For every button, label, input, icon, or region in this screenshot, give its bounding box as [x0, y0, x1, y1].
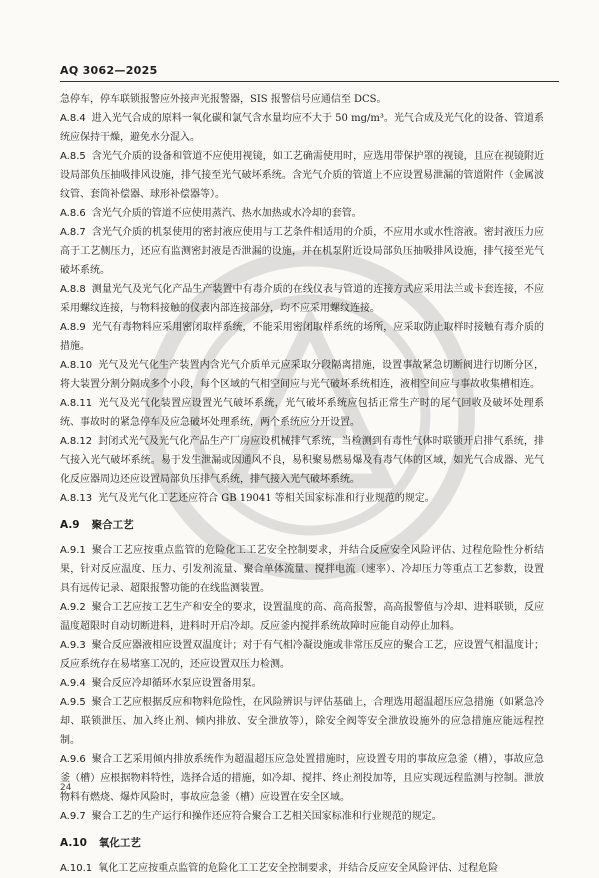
clause-number: A.8.5 — [60, 151, 86, 162]
clause-paragraph — [60, 356, 544, 394]
clause-number: A.9.4 — [60, 678, 86, 689]
clause-text: 氧化工艺应按重点监管的危险化工工艺安全控制要求，并结合反应安全风险评估、过程危险 — [98, 863, 499, 874]
clause-number: A.8.7 — [60, 227, 86, 238]
clause-number: A.8.9 — [60, 322, 86, 333]
clause-paragraph — [60, 807, 544, 826]
clause-paragraph — [60, 90, 544, 109]
clause-text: 聚合反应器液相应设置双温度计；对于有气相冷凝设施或非常压反应的聚合工艺，应设置气相温度计；反应系统存在易堵塞工况的，还应设置双压力检测。 — [60, 640, 544, 670]
clause-text: 封闭式光气及光气化产品生产厂房应设机械排气系统，当检测到有毒性气体时联锁开启排气系统，排气接入光气破坏系统。易于发生泄漏或因通风不良，易积聚易燃易爆及有毒气体的区域，如光气合成器、光气化反应器周边还应设置局部负压排气系统，排气接入光气破坏系统。 — [60, 436, 544, 485]
clause-number: A.8.12 — [60, 436, 93, 447]
clause-number: A.8.10 — [60, 360, 93, 371]
clause-number: A.9.2 — [60, 602, 86, 613]
clause-text: 聚合工艺的生产运行和操作还应符合聚合工艺相关国家标准和行业规范的规定。 — [91, 811, 442, 822]
clause-paragraph — [60, 280, 544, 318]
clause-text: 光气及光气化装置应设置光气破坏系统，光气破坏系统应包括正常生产时的尾气回收及破坏处理系统、事故时的紧急停车及应急破坏处理系统，两个系统应分开设置。 — [60, 398, 544, 428]
clause-paragraph — [60, 693, 544, 750]
page-number: 24 — [60, 783, 72, 793]
clause-paragraph — [60, 489, 544, 508]
clause-text: 聚合工艺应按工艺生产和安全的要求，设置温度的高、高高报警，高高报警值与冷却、进料联锁，反应温度超限时自动切断进料，进料时开启冷却。反应釜内搅拌系统故障时应能自动停止加料。 — [60, 602, 544, 632]
clause-text: 急停车，停车联锁报警应外接声光报警器，SIS 报警信号应通信至 DCS。 — [60, 94, 387, 105]
section-title: 聚合工艺 — [91, 519, 134, 531]
clause-paragraph — [60, 541, 544, 598]
clause-paragraph — [60, 859, 544, 878]
clause-text: 含光气介质的机泵使用的密封液应使用与工艺条件相适用的介质，不应用水或水性溶液。密封液压力应高于工艺侧压力，还应有监测密封液是否泄漏的设施，并在机泵附近设局部负压抽吸排风设施，排气接至光气破坏系统。 — [60, 227, 544, 276]
clause-number: A.9.7 — [60, 811, 86, 822]
clause-paragraph — [60, 204, 544, 223]
clause-number: A.8.6 — [60, 208, 86, 219]
clause-paragraph — [60, 636, 544, 674]
clause-number: A.9.3 — [60, 640, 86, 651]
clause-paragraph — [60, 432, 544, 489]
clause-number: A.9.6 — [60, 754, 86, 765]
clause-paragraph — [60, 394, 544, 432]
clause-paragraph — [60, 223, 544, 280]
clause-number: A.8.8 — [60, 284, 86, 295]
clause-paragraph — [60, 598, 544, 636]
clause-number: A.8.11 — [60, 398, 93, 409]
section-number: A.10 — [60, 837, 87, 849]
clause-text: 光气及光气化工艺还应符合 GB 19041 等相关国家标准和行业规范的规定。 — [98, 493, 435, 504]
clause-number: A.8.4 — [60, 113, 86, 124]
standard-code: AQ 3062—2025 — [60, 64, 158, 77]
clause-text: 进入光气合成的原料一氧化碳和氯气含水量均应不大于 50 mg/m³。光气合成及光气化的设备、管道系统应保持干燥，避免水分混入。 — [60, 113, 544, 143]
clause-number: A.9.5 — [60, 697, 86, 708]
clause-text: 测量光气及光气化产品生产装置中有毒介质的在线仪表与管道的连接方式应采用法兰或卡套连接，不应采用螺纹连接，与物料接触的仪表内部连接部分，均不应采用螺纹连接。 — [60, 284, 544, 314]
clause-paragraph — [60, 750, 544, 807]
clause-text: 含光气介质的设备和管道不应使用视镜，如工艺确需使用时，应选用带保护罩的视镜，且应在视镜附近设局部负压抽吸排风设施，排气接至光气破坏系统。含光气介质的管道上不应设置易泄漏的管道附件（金属波纹管、套筒补偿器、球形补偿器等）。 — [60, 151, 544, 200]
document-body — [60, 90, 544, 878]
clause-number: A.8.13 — [60, 493, 93, 504]
clause-text: 聚合工艺采用倾内排放系统作为超温超压应急处置措施时，应设置专用的事故应急釜（槽），事故应急釜（槽）应根据物料特性，选择合适的措施，如冷却、搅拌、终止剂投加等，且应实现远程监测与控制。泄放物料有燃烧、爆炸风险时，事故应急釜（槽）应设置在安全区域。 — [60, 754, 544, 803]
section-heading-a10 — [60, 834, 544, 853]
clause-number: A.10.1 — [60, 863, 93, 874]
clause-text: 聚合工艺应按重点监管的危险化工工艺安全控制要求，并结合反应安全风险评估、过程危险性分析结果，针对反应温度、压力、引发剂流量、聚合单体流量、搅拌电流（速率）、冷却压力等重点工艺参数，设置具有远传记录、超限报警功能的在线监测装置。 — [60, 545, 544, 594]
clause-paragraph — [60, 318, 544, 356]
clause-text: 含光气介质的管道不应使用蒸汽、热水加热或水冷却的套管。 — [91, 208, 362, 219]
clause-number: A.9.1 — [60, 545, 86, 556]
clause-text: 光气及光气化生产装置内含光气介质单元应采取分段隔离措施，设置事故紧急切断阀进行切断分区，将大装置分割分隔成多个小段，每个区域的气相空间应与光气破坏系统相连，液相空间应与事故收集槽相连。 — [60, 360, 544, 390]
clause-text: 聚合反应冷却循环水泵应设置备用泵。 — [91, 678, 262, 689]
clause-text: 光气有毒物料应采用密闭取样系统，不能采用密闭取样系统的场所，应采取防止取样时接触有毒介质的措施。 — [60, 322, 544, 352]
clause-paragraph — [60, 147, 544, 204]
section-title: 氧化工艺 — [98, 837, 141, 849]
header-rule — [60, 81, 559, 82]
section-heading-a9 — [60, 516, 544, 535]
clause-paragraph — [60, 109, 544, 147]
clause-text: 聚合工艺应根据反应和物料危险性，在风险辨识与评估基础上，合理选用超温超压应急措施（如紧急冷却、联锁泄压、加入终止剂、倾内排放、安全泄放等），除安全阀等安全泄放设施外的应急措施应能远程控制。 — [60, 697, 544, 746]
section-number: A.9 — [60, 519, 80, 531]
clause-paragraph — [60, 674, 544, 693]
